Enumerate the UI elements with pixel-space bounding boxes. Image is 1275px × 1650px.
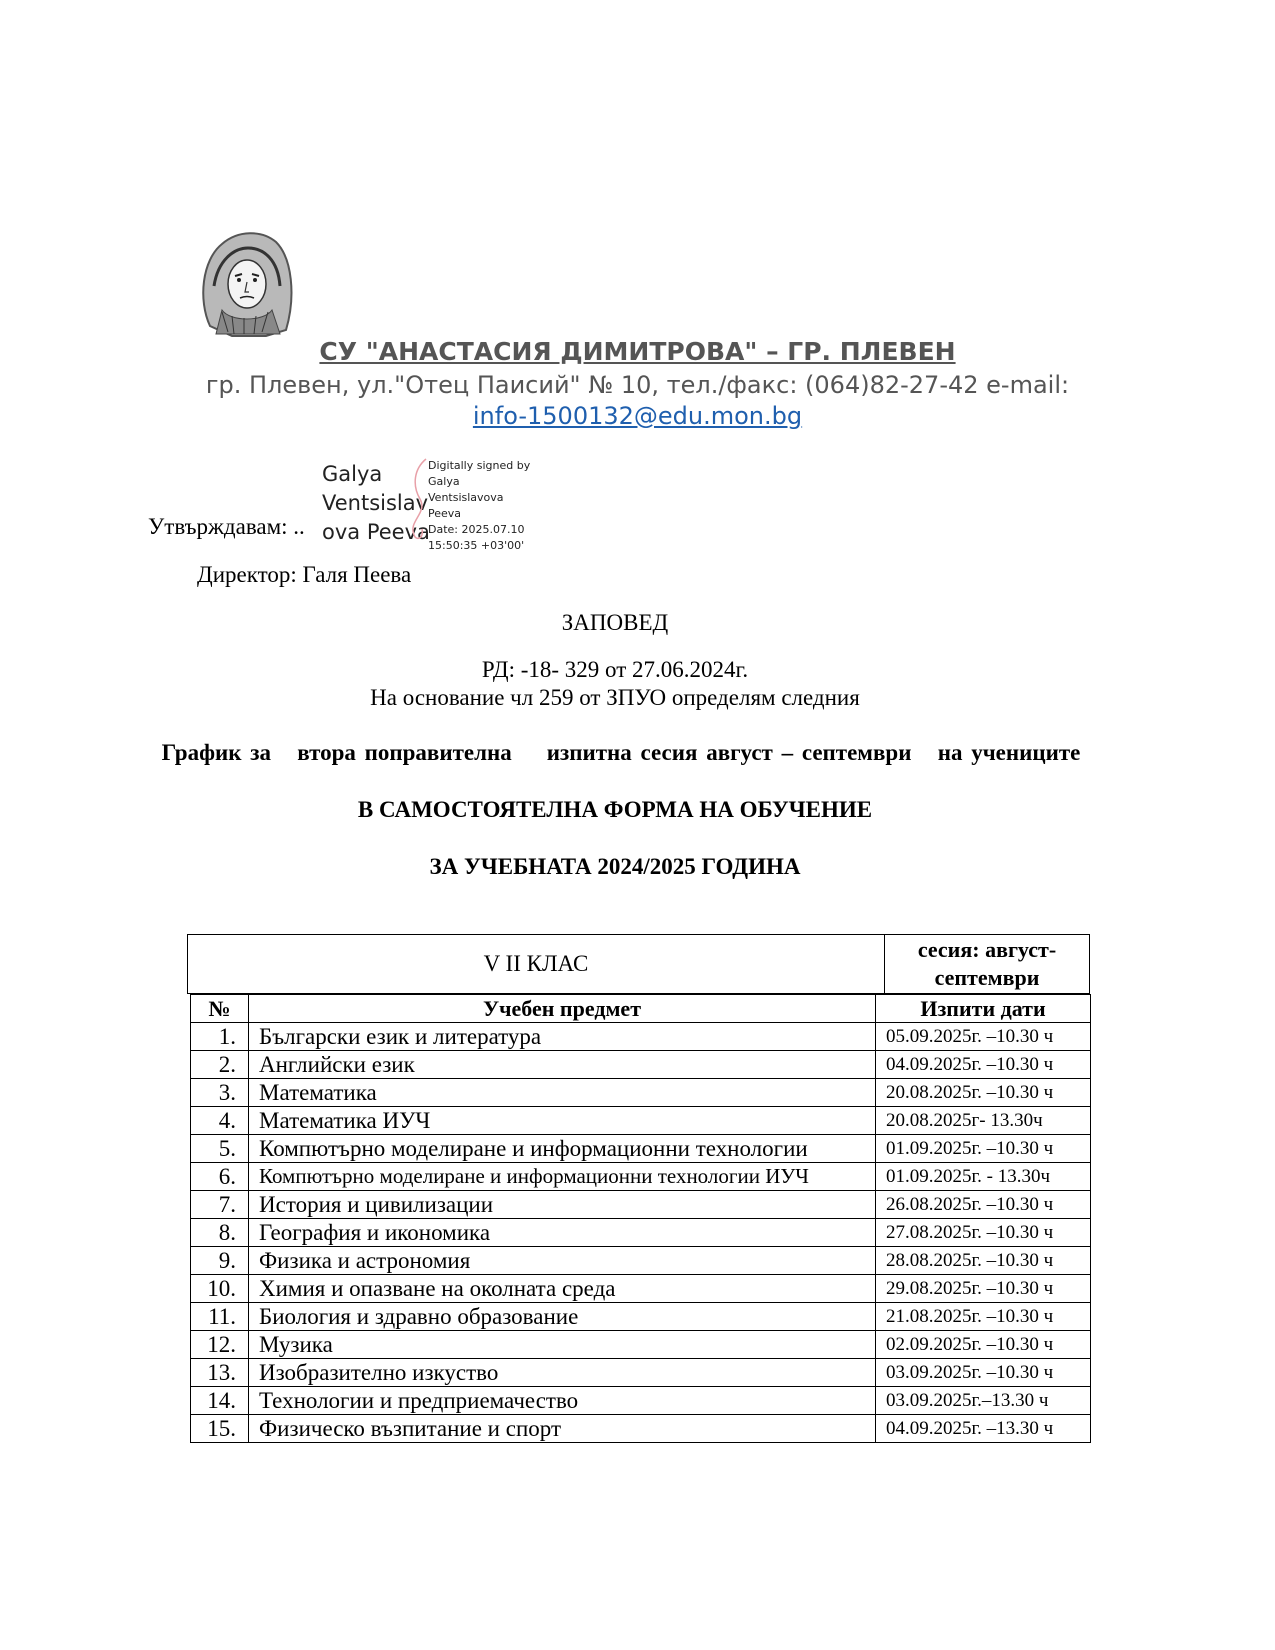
table-row — [191, 1331, 1091, 1359]
table-row — [191, 1275, 1091, 1303]
signer-line: ova Peeva — [322, 520, 430, 544]
row-number: 8. — [191, 1219, 249, 1247]
subject-cell: Изобразително изкуство — [249, 1359, 876, 1387]
table-header-row — [191, 995, 1091, 1023]
email-link[interactable]: info-1500132@edu.mon.bg — [472, 402, 803, 430]
session-label: сесия: август- септември — [917, 937, 1057, 990]
subject-cell: Математика — [249, 1079, 876, 1107]
table-row — [191, 1191, 1091, 1219]
exam-date-cell: 20.08.2025г. –10.30 ч — [876, 1079, 1091, 1107]
table-row — [191, 1359, 1091, 1387]
address-line: гр. Плевен, ул."Отец Паисий" № 10, тел./факс: (064)82-27-42 e-mail: — [205, 371, 1070, 399]
exam-date-cell: 04.09.2025г. –13.30 ч — [876, 1415, 1091, 1443]
form-heading: В САМОСТОЯТЕЛНА ФОРМА НА ОБУЧЕНИЕ — [357, 797, 873, 822]
subject-cell: Компютърно моделиране и информационни технологии ИУЧ — [249, 1163, 876, 1191]
exam-date-cell: 29.08.2025г. –10.30 ч — [876, 1275, 1091, 1303]
column-header: № — [191, 995, 249, 1023]
exam-date-cell: 01.09.2025г. - 13.30ч — [876, 1163, 1091, 1191]
table-row — [191, 1247, 1091, 1275]
row-number: 13. — [191, 1359, 249, 1387]
row-number: 1. — [191, 1023, 249, 1051]
exam-date-cell: 05.09.2025г. –10.30 ч — [876, 1023, 1091, 1051]
row-number: 6. — [191, 1163, 249, 1191]
school-logo-portrait — [192, 226, 302, 338]
row-number: 5. — [191, 1135, 249, 1163]
exam-date-cell: 02.09.2025г. –10.30 ч — [876, 1331, 1091, 1359]
table-row — [191, 1219, 1091, 1247]
subject-cell: Химия и опазване на околната среда — [249, 1275, 876, 1303]
exam-date-cell: 27.08.2025г. –10.30 ч — [876, 1219, 1091, 1247]
table-row — [191, 1163, 1091, 1191]
subject-cell: Технологии и предприемачество — [249, 1387, 876, 1415]
row-number: 11. — [191, 1303, 249, 1331]
row-number: 9. — [191, 1247, 249, 1275]
exam-date-cell: 28.08.2025г. –10.30 ч — [876, 1247, 1091, 1275]
row-number: 10. — [191, 1275, 249, 1303]
exam-date-cell: 20.08.2025г- 13.30ч — [876, 1107, 1091, 1135]
table-header-box — [187, 934, 1090, 994]
signature-line: Ventsislavova — [428, 491, 504, 504]
signer-line: Galya — [322, 462, 383, 486]
table-row — [191, 1079, 1091, 1107]
table-row — [191, 1135, 1091, 1163]
order-title: ЗАПОВЕД — [561, 610, 669, 635]
row-number: 12. — [191, 1331, 249, 1359]
table-row — [191, 1107, 1091, 1135]
order-basis: На основание чл 259 от ЗПУО определям следния — [370, 685, 860, 710]
exam-date-cell: 26.08.2025г. –10.30 ч — [876, 1191, 1091, 1219]
signature-line: Date: 2025.07.10 — [428, 523, 525, 536]
exam-date-cell: 03.09.2025г. –10.30 ч — [876, 1359, 1091, 1387]
signature-line: Digitally signed by — [428, 459, 531, 472]
signature-line: Peeva — [428, 507, 462, 520]
school-name: СУ "АНАСТАСИЯ ДИМИТРОВА" – ГР. ПЛЕВЕН — [319, 337, 956, 366]
exam-schedule-table — [190, 994, 1091, 1443]
subject-cell: Български език и литература — [249, 1023, 876, 1051]
column-header: Учебен предмет — [249, 995, 876, 1023]
digital-signature-details — [428, 458, 530, 554]
row-number: 4. — [191, 1107, 249, 1135]
subject-cell: География и икономика — [249, 1219, 876, 1247]
table-row — [191, 1023, 1091, 1051]
signature-line: Galya — [428, 475, 460, 488]
exam-date-cell: 21.08.2025г. –10.30 ч — [876, 1303, 1091, 1331]
row-number: 2. — [191, 1051, 249, 1079]
year-heading: ЗА УЧЕБНАТА 2024/2025 ГОДИНА — [429, 854, 801, 879]
subject-cell: Биология и здравно образование — [249, 1303, 876, 1331]
subject-cell: История и цивилизации — [249, 1191, 876, 1219]
subject-cell: Физическо възпитание и спорт — [249, 1415, 876, 1443]
order-number: РД: -18- 329 от 27.06.2024г. — [481, 657, 749, 682]
exam-date-cell: 03.09.2025г.–13.30 ч — [876, 1387, 1091, 1415]
subject-cell: Математика ИУЧ — [249, 1107, 876, 1135]
table-row — [191, 1303, 1091, 1331]
exam-date-cell: 01.09.2025г. –10.30 ч — [876, 1135, 1091, 1163]
approval-label: Утвърждавам: .. — [148, 514, 305, 539]
school-address — [0, 370, 1275, 432]
signer-line: Ventsislav — [322, 491, 429, 515]
table-row — [191, 1387, 1091, 1415]
row-number: 15. — [191, 1415, 249, 1443]
subject-cell: Физика и астрономия — [249, 1247, 876, 1275]
schedule-heading: График за втора поправителна изпитна сесия август – септември на учениците — [161, 740, 1081, 765]
column-header: Изпити дати — [876, 995, 1091, 1023]
signature-line: 15:50:35 +03'00' — [428, 539, 525, 552]
row-number: 7. — [191, 1191, 249, 1219]
exam-date-cell: 04.09.2025г. –10.30 ч — [876, 1051, 1091, 1079]
row-number: 3. — [191, 1079, 249, 1107]
class-label: V II КЛАС — [188, 935, 885, 993]
subject-cell: Музика — [249, 1331, 876, 1359]
director-line: Директор: Галя Пеева — [197, 562, 412, 587]
row-number: 14. — [191, 1387, 249, 1415]
subject-cell: Компютърно моделиране и информационни технологии — [249, 1135, 876, 1163]
table-row — [191, 1415, 1091, 1443]
subject-cell: Английски език — [249, 1051, 876, 1079]
table-row — [191, 1051, 1091, 1079]
